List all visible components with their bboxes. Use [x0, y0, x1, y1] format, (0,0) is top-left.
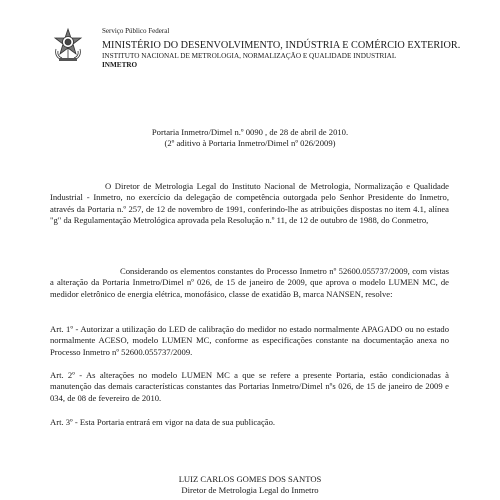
article-2: Art. 2º - As alterações no modelo LUMEN MC a que se refere a presente Portaria, estão condicionadas à manutenção das demais características constantes das Portarias Inmetro/Dimel nºs 026, de 15 de janeiro de 2009 e 034, de 08 de fevereiro de 2010. [50, 370, 449, 403]
article-3: Art. 3º - Esta Portaria entrará em vigor na data de sua publicação. [50, 417, 276, 427]
institute-name: INSTITUTO NACIONAL DE METROLOGIA, NORMALIZAÇÃO E QUALIDADE INDUSTRIAL [102, 52, 397, 60]
ordinance-subtitle: (2º aditivo à Portaria Inmetro/Dimel nº 026/2009) [164, 138, 336, 148]
service-label: Serviço Público Federal [102, 27, 170, 35]
agency-name: INMETRO [102, 61, 138, 69]
intro-paragraph: O Diretor de Metrologia Legal do Instituto Nacional de Metrologia, Normalização e Qualidade Industrial - Inmetro, no exercício da delegação de competência outorgada pelo Senhor Presidente do Inmetro, através da Portaria n.º 257, de 12 de novembro de 1991, conferindo-lhe as atribuições dispostas no item 4.1, alínea "g" da Regulamentação Metrológica aprovada pela Resolução n.º 11, de 12 de outubro de 1988, do Conmetro, [50, 181, 449, 225]
signatory-name: LUIZ CARLOS GOMES DOS SANTOS [178, 474, 322, 484]
ordinance-title: Portaria Inmetro/Dimel n.º 0090 , de 28 de abril de 2010. [151, 127, 349, 137]
signatory-role: Diretor de Metrologia Legal do Inmetro [181, 485, 319, 495]
considering-paragraph: Considerando os elementos constantes do Processo Inmetro nº 52600.055737/2009, com vistas a alteração da Portaria Inmetro/Dimel nº 026, de 15 de janeiro de 2009, que aprova o modelo LUMEN MC, de medidor eletrônico de energia elétrica, monofásico, classe de exatidão B, marca NANSEN, resolve: [50, 266, 449, 299]
coat-of-arms-icon [50, 27, 86, 63]
ministry-name: MINISTÉRIO DO DESENVOLVIMENTO, INDÚSTRIA E COMÉRCIO EXTERIOR. [102, 40, 461, 51]
article-1: Art. 1º - Autorizar a utilização do LED de calibração do medidor no estado normalmente APAGADO ou no estado normalmente ACESO, modelo LUMEN MC, conforme as especificações constante na documentação anexa no Processo Inmetro nº 52600.055737/2009. [50, 324, 449, 357]
